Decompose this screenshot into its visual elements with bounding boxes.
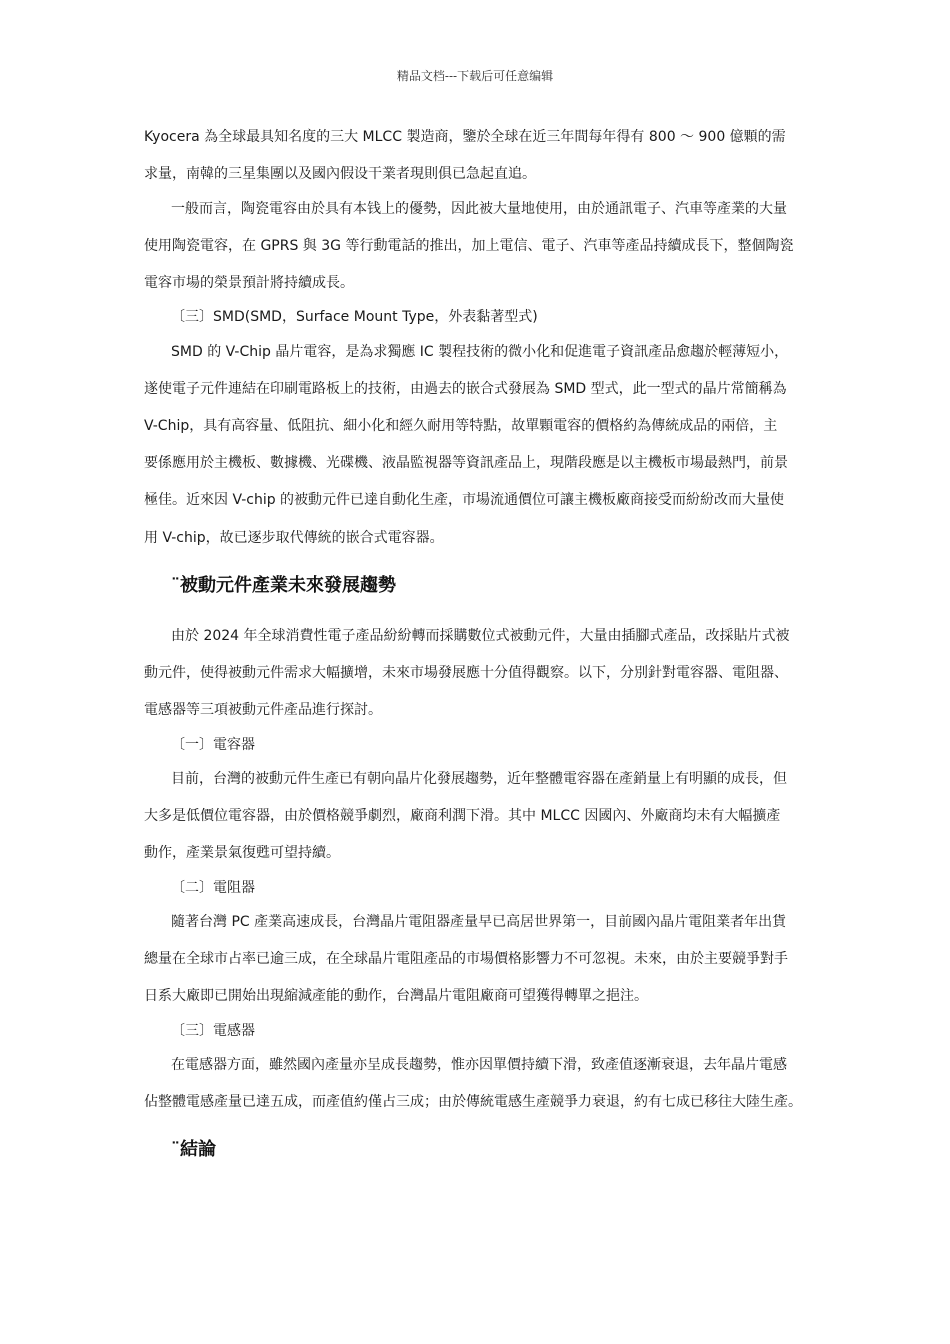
body-text-line: 佔整體電感產量已達五成，而產值約僅占三成；由於傳統電感生產競爭力衰退，約有七成已移往大陸生產。: [144, 1094, 802, 1110]
body-text-line: 一般而言，陶瓷電容由於具有本钱上的優勢，因此被大量地使用，由於通訊電子、汽車等產業的大量: [171, 201, 787, 217]
subsection-label: 〔二〕電阻器: [171, 880, 255, 896]
body-text-line: 極佳。近來因 V-chip 的被動元件已達自動化生產，市場流通價位可讓主機板廠商接受而紛紛改而大量使: [144, 492, 785, 508]
body-text-line: 求量，南韓的三星集團以及國內假设干業者現則俱已急起直追。: [144, 166, 536, 182]
body-text-line: V-Chip，具有高容量、低阻抗、細小化和經久耐用等特點，故單顆電容的價格約為傳統成品的兩倍，主: [144, 418, 778, 434]
body-text-line: 總量在全球市占率已逾三成，在全球晶片電阻產品的市場價格影響力不可忽視。未來，由於主要競爭對手: [144, 951, 788, 967]
body-text-line: 動元件，使得被動元件需求大幅擴增，未來市場發展應十分值得觀察。以下，分別針對電容器、電阻器、: [144, 665, 788, 681]
body-text-line: 在電感器方面，雖然國內產量亦呈成長趨勢，惟亦因單價持續下滑，致產值逐漸衰退，去年晶片電感: [171, 1057, 787, 1073]
body-text-line: 由於 2024 年全球消費性電子產品紛紛轉而採購數位式被動元件，大量由插腳式產品，改採貼片式被: [171, 628, 790, 644]
subsection-label: 〔三〕電感器: [171, 1023, 255, 1039]
body-text-line: 隨著台灣 PC 產業高速成長，台灣晶片電阻器產量早已高居世界第一，目前國內晶片電阻業者年出貨: [171, 914, 787, 930]
body-text-line: 日系大廠即已開始出現縮減產能的動作，台灣晶片電阻廠商可望獲得轉單之挹注。: [144, 988, 648, 1004]
body-text-line: 大多是低價位電容器，由於價格競爭劇烈，廠商利潤下滑。其中 MLCC 因國內、外廠商均未有大幅擴產: [144, 808, 781, 824]
section-heading: ¨被動元件產業未來發展趨勢: [171, 575, 396, 596]
body-text-line: SMD 的 V-Chip 晶片電容，是為求獨應 IC 製程技術的微小化和促進電子資訊產品愈趨於輕薄短小，: [171, 344, 789, 360]
body-text-line: 遂使電子元件連結在印刷電路板上的技術，由過去的嵌合式發展為 SMD 型式，此一型式的晶片常簡稱為: [144, 381, 787, 397]
section-heading: ¨結論: [171, 1139, 216, 1160]
body-text-line: 電容市場的榮景預計將持續成長。: [144, 275, 354, 291]
body-text-line: 電感器等三項被動元件產品進行探討。: [144, 702, 382, 718]
body-text-line: 動作，產業景氣復甦可望持續。: [144, 845, 340, 861]
page-header: 精品文档---下载后可任意编辑: [396, 69, 554, 83]
body-text-line: Kyocera 為全球最具知名度的三大 MLCC 製造商，鑒於全球在近三年間每年得有 800 ～ 900 億顆的需: [144, 129, 786, 145]
body-text-line: 目前，台灣的被動元件生產已有朝向晶片化發展趨勢，近年整體電容器在產銷量上有明顯的成長，但: [171, 771, 787, 787]
body-text-line: 要係應用於主機板、數據機、光碟機、液晶監視器等資訊產品上，現階段應是以主機板市場最熱門，前景: [144, 455, 788, 471]
body-text-line: 用 V-chip，故已逐步取代傳統的嵌合式電容器。: [144, 530, 444, 546]
body-text-line: 使用陶瓷電容，在 GPRS 與 3G 等行動電話的推出，加上電信、電子、汽車等產品持續成長下，整個陶瓷: [144, 238, 794, 254]
subsection-label: 〔一〕電容器: [171, 737, 255, 753]
subsection-label: 〔三〕SMD(SMD，Surface Mount Type，外表黏著型式): [171, 309, 538, 325]
